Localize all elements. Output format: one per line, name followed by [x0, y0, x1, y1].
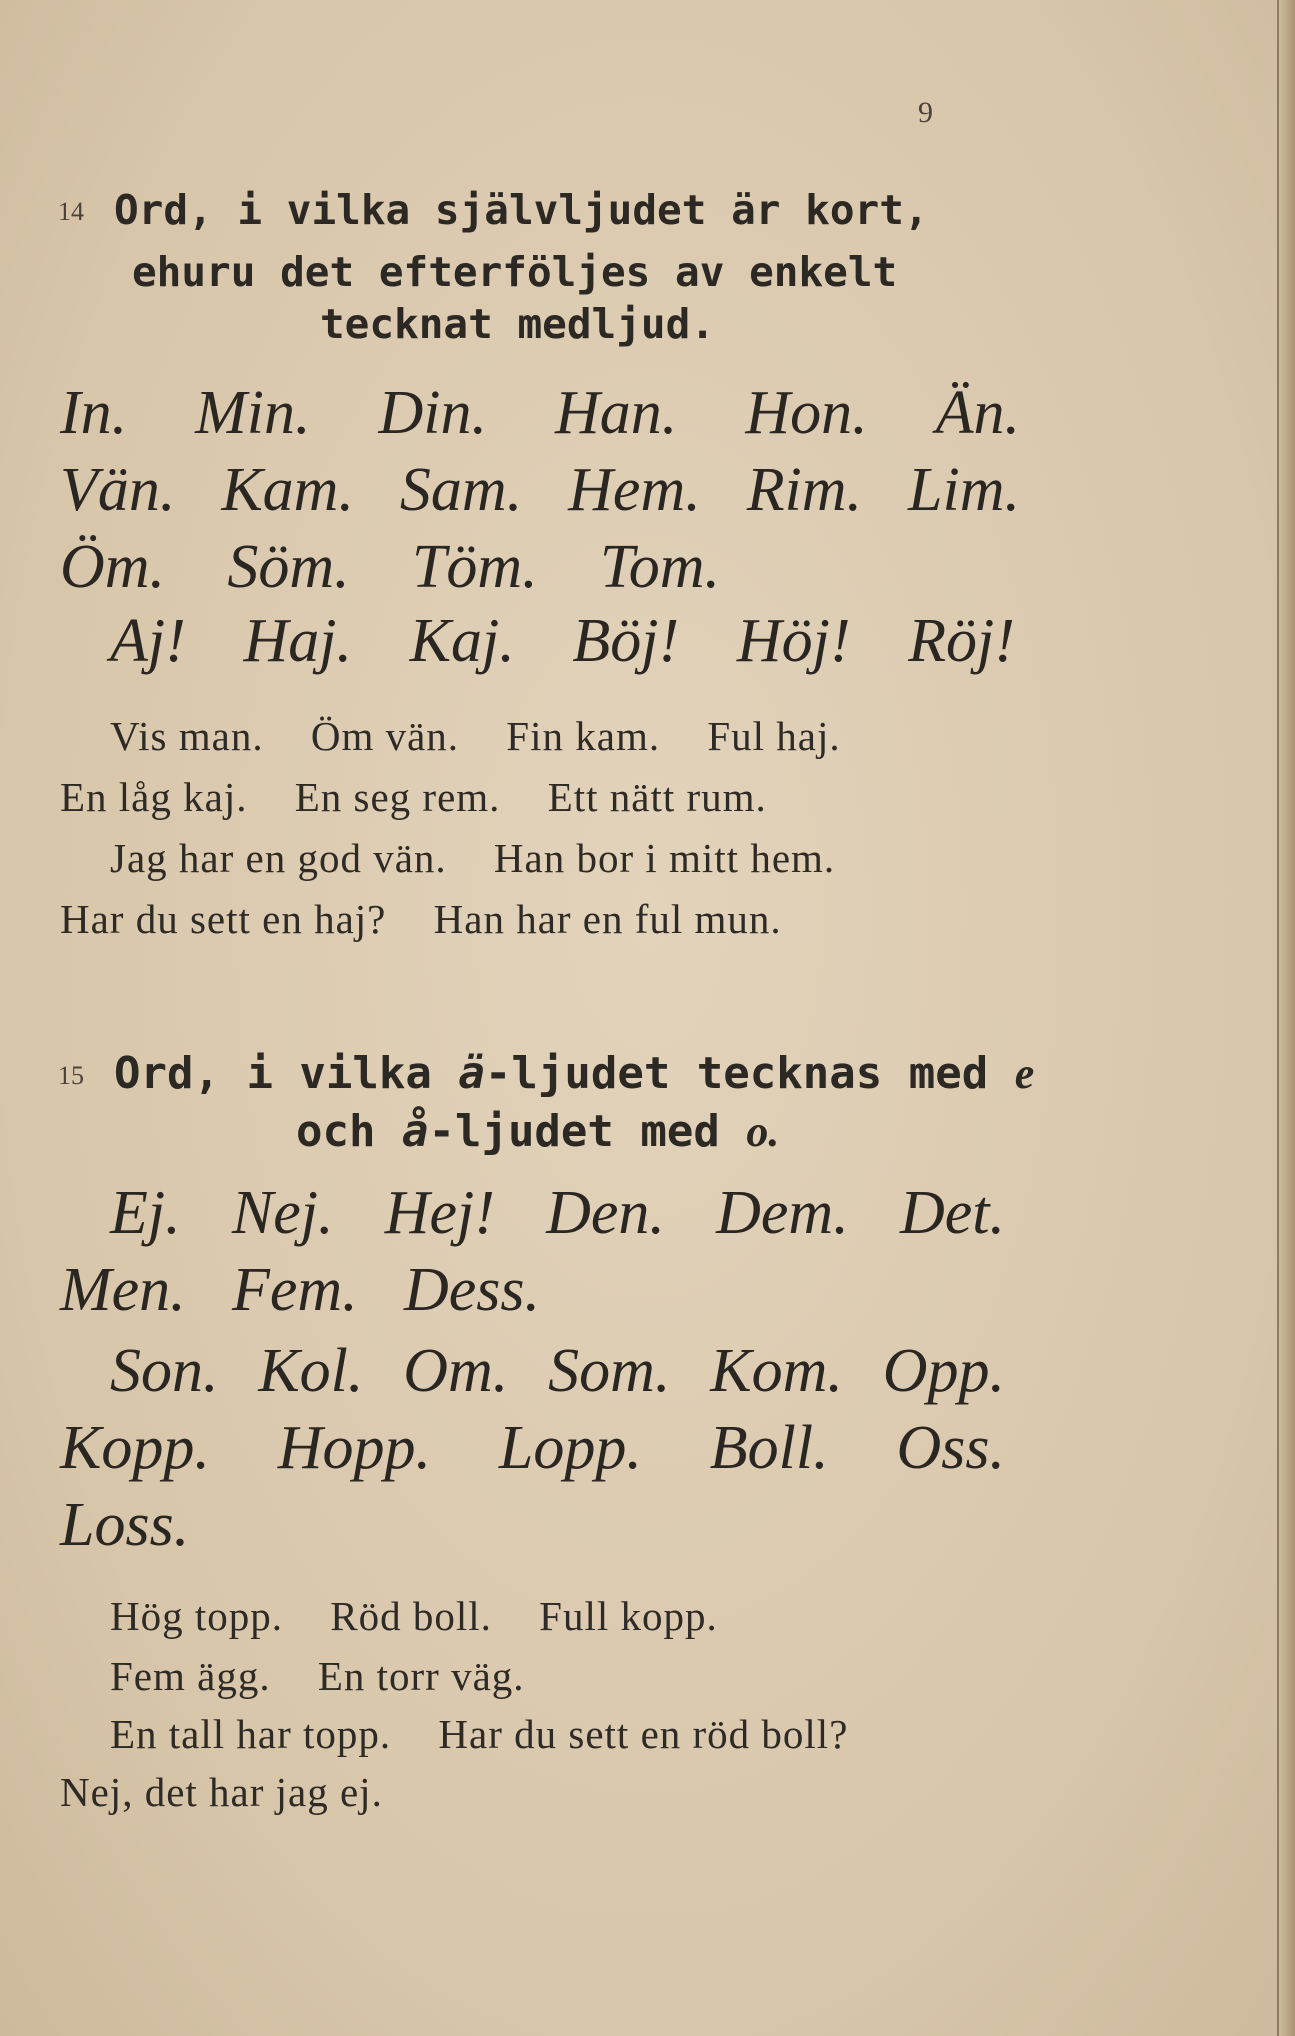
section-15-heading-line-1 [58, 1048, 1034, 1099]
sentence: Nej, det har jag ej. [60, 1769, 383, 1815]
section-14-word-line-1 [60, 378, 1020, 449]
heading-italic-letter: o. [746, 1107, 780, 1156]
word: Kam. [221, 456, 354, 524]
word: Boll. [709, 1414, 829, 1482]
word: Men. [60, 1256, 186, 1324]
section-14-sentence-line-2 [60, 773, 767, 821]
section-15-heading-line-2 [296, 1106, 779, 1157]
word: Nej. [231, 1179, 334, 1247]
sentence: Har du sett en röd boll? [438, 1711, 849, 1757]
sentence: En seg rem. [294, 774, 501, 820]
sentence: En låg kaj. [60, 774, 248, 820]
word: Om. [403, 1337, 509, 1405]
sentence: Ett nätt rum. [547, 774, 767, 820]
sentence: Full kopp. [539, 1593, 718, 1639]
sentence: Fin kam. [506, 713, 661, 759]
section-14-word-line-2 [60, 455, 1020, 526]
sentence: En tall har topp. [110, 1711, 392, 1757]
word: Loss. [60, 1491, 190, 1559]
word: Vän. [60, 456, 176, 524]
word: Dem. [716, 1179, 849, 1247]
word: Lopp. [498, 1414, 642, 1482]
section-15-word-line-3 [110, 1336, 1005, 1407]
section-15-sentence-line-2 [110, 1652, 525, 1700]
section-14-word-line-3 [60, 532, 720, 603]
word: Hopp. [277, 1414, 432, 1482]
word: Min. [195, 379, 311, 447]
word: Det. [899, 1179, 1005, 1247]
word: Röj! [908, 607, 1015, 675]
sentence: Röd boll. [330, 1593, 492, 1639]
page-number: 9 [918, 96, 933, 129]
section-15-sentence-line-1 [110, 1592, 718, 1640]
section-14-heading-text-1: Ord, i vilka självljudet är kort, [114, 186, 929, 234]
word: Din. [378, 379, 488, 447]
sentence: Fem ägg. [110, 1653, 271, 1699]
word: Hon. [745, 379, 868, 447]
sentence: Öm vän. [310, 713, 460, 759]
section-15-word-line-5 [60, 1490, 260, 1561]
section-15-word-line-1 [110, 1178, 1005, 1249]
word: Lim. [908, 456, 1020, 524]
word: Han. [555, 379, 678, 447]
word: Böj! [572, 607, 680, 675]
section-14-word-line-4 [110, 606, 1015, 677]
word: Kaj. [409, 607, 515, 675]
heading-italic-letter: e [1014, 1049, 1035, 1098]
heading-text: och [296, 1106, 402, 1157]
word: Tom. [599, 533, 720, 601]
word: Opp. [882, 1337, 1005, 1405]
section-14-heading-line-1 [58, 186, 929, 234]
section-15-sentence-line-3 [110, 1710, 848, 1758]
heading-text: -ljudet tecknas med [484, 1048, 1015, 1099]
word: Hej! [384, 1179, 495, 1247]
sentence: Ful haj. [707, 713, 841, 759]
word: In. [60, 379, 128, 447]
section-14-sentence-line-4 [60, 895, 782, 943]
sentence: Har du sett en haj? [60, 896, 387, 942]
word: Dess. [403, 1256, 540, 1324]
word: Kom. [710, 1337, 843, 1405]
section-14-sentence-line-3 [110, 834, 835, 882]
word: Hem. [568, 456, 701, 524]
word: Fem. [231, 1256, 358, 1324]
sentence: En torr väg. [317, 1653, 525, 1699]
word: Än. [935, 379, 1020, 447]
word: Som. [548, 1337, 671, 1405]
word: Höj! [736, 607, 851, 675]
heading-italic-symbol: ä [458, 1048, 485, 1099]
word: Öm. [60, 533, 166, 601]
heading-text: -ljudet med [428, 1106, 747, 1157]
sentence: Hög topp. [110, 1593, 283, 1639]
page-edge [1277, 0, 1295, 2036]
word: Rim. [746, 456, 863, 524]
word: Oss. [896, 1414, 1005, 1482]
word: Den. [546, 1179, 665, 1247]
word: Son. [110, 1337, 219, 1405]
section-15-sentence-line-4 [60, 1768, 383, 1816]
word: Ej. [110, 1179, 181, 1247]
word: Aj! [110, 607, 186, 675]
word: Kol. [258, 1337, 364, 1405]
heading-text: Ord, i vilka [114, 1048, 459, 1099]
sentence: Han bor i mitt hem. [493, 835, 836, 881]
section-14-number: 14 [58, 197, 84, 226]
sentence: Han har en ful mun. [433, 896, 782, 942]
word: Söm. [227, 533, 350, 601]
section-14-sentence-line-1 [110, 712, 841, 760]
section-14-heading-line-3: tecknat medljud. [320, 300, 715, 348]
sentence: Jag har en god vän. [110, 835, 447, 881]
word: Kopp. [60, 1414, 210, 1482]
section-15-number: 15 [58, 1061, 84, 1090]
word: Haj. [243, 607, 352, 675]
heading-italic-symbol: å [401, 1106, 429, 1157]
section-14-heading-line-2: ehuru det efterföljes av enkelt [132, 248, 898, 296]
word: Töm. [411, 533, 538, 601]
sentence: Vis man. [110, 713, 264, 759]
word: Sam. [399, 456, 523, 524]
section-15-word-line-4 [60, 1413, 1005, 1484]
section-15-word-line-2 [60, 1255, 540, 1326]
